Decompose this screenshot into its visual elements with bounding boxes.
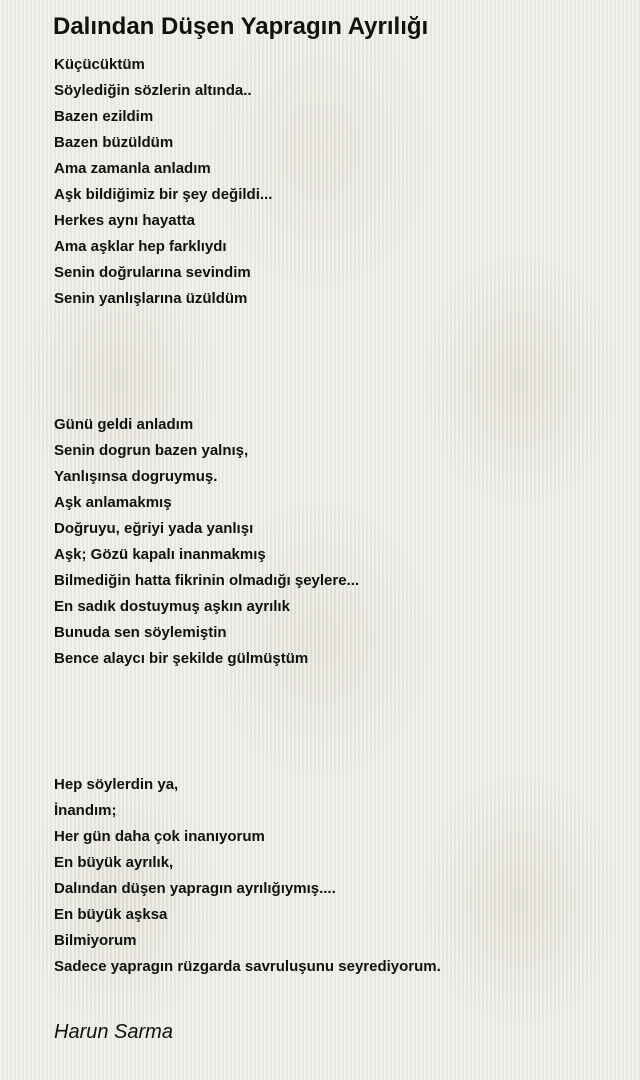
poem-line: Bazen ezildim (54, 108, 154, 125)
poem-line: Bazen büzüldüm (54, 134, 174, 151)
poem-line: Bence alaycı bir şekilde gülmüştüm (54, 650, 309, 667)
poem-line: Ama aşklar hep farklıydı (54, 238, 227, 255)
poem-line: En büyük ayrılık, (54, 854, 174, 871)
poem-line: Günü geldi anladım (54, 416, 194, 433)
poem-line: Ama zamanla anladım (54, 160, 211, 177)
poem-title: Dalından Düşen Yapragın Ayrılığı (53, 13, 429, 40)
poem-line: Aşk; Gözü kapalı inanmakmış (54, 546, 266, 563)
poem-line: Her gün daha çok inanıyorum (54, 828, 265, 845)
poem-line: Doğruyu, eğriyi yada yanlışı (54, 520, 254, 537)
poem-line: İnandım; (54, 802, 117, 819)
poem-line: Bilmiyorum (54, 932, 137, 949)
poem-line: Sadece yapragın rüzgarda savruluşunu seyrediyorum. (54, 958, 441, 975)
poem-line: Dalından düşen yapragın ayrılığıymış.... (54, 880, 336, 897)
stanza-1 (54, 54, 272, 314)
stanza-3 (54, 774, 441, 982)
poem-author: Harun Sarma (54, 1021, 173, 1043)
poem-line: Senin yanlışlarına üzüldüm (54, 290, 248, 307)
poem-line: Senin doğrularına sevindim (54, 264, 251, 281)
poem-line: Yanlışınsa dogruymuş. (54, 468, 218, 485)
poem-line: Bilmediğin hatta fikrinin olmadığı şeylere... (54, 572, 360, 589)
poem-line: Senin dogrun bazen yalnış, (54, 442, 249, 459)
poem-line: Aşk bildiğimiz bir şey değildi... (54, 186, 273, 203)
poem-line: Hep söylerdin ya, (54, 776, 179, 793)
poem-line: En sadık dostuymuş aşkın ayrılık (54, 598, 290, 615)
poem-line: Aşk anlamakmış (54, 494, 172, 511)
stanza-2 (54, 414, 359, 674)
poem-line: Bunuda sen söylemiştin (54, 624, 227, 641)
poem-line: Söylediğin sözlerin altında.. (54, 82, 252, 99)
poem-line: En büyük aşksa (54, 906, 168, 923)
poem-line: Küçücüktüm (54, 56, 145, 73)
poem-line: Herkes aynı hayatta (54, 212, 195, 229)
